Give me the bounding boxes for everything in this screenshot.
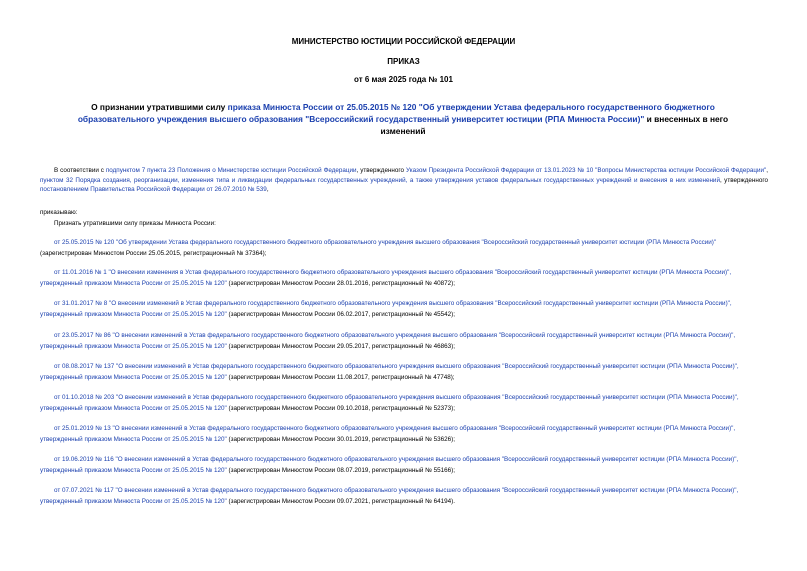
item-link[interactable]: от 25.01.2019 № 13 "О внесении изменений в Устав федерального государственного бюджетного образовательного учреждения высшего образования "Всероссийский государственный университет юстиции (РПА Минюста России)", утвержденный приказом Минюста России от 25.05.2015 № 120" [40, 425, 736, 443]
item-text: (зарегистрирован Минюстом России 09.10.2018, регистрационный № 52373); [226, 404, 456, 412]
item-text: (зарегистрирован Минюстом России 30.01.2019, регистрационный № 53626); [226, 435, 456, 443]
item-text: (зарегистрирован Минюстом России 28.01.2016, регистрационный № 40872); [226, 279, 456, 287]
doc-type-heading: ПРИКАЗ [387, 57, 420, 66]
list-item [40, 362, 768, 383]
intro-line: Признать утратившими силу приказы Минюста России: [54, 220, 216, 227]
basis-text-3: , [766, 167, 768, 174]
basis-text-1: В соответствии с [54, 167, 106, 174]
list-item [40, 455, 768, 476]
item-text: (зарегистрирован Минюстом России 11.08.2017, регистрационный № 47748); [226, 373, 455, 381]
item-text: (зарегистрирован Минюстом России 25.05.2015, регистрационный № 37364); [40, 249, 267, 257]
item-link[interactable]: от 31.01.2017 № 8 "О внесении изменений в Устав федерального государственного бюджетного образовательного учреждения высшего образования "Всероссийский государственный университет юстиции (РПА Минюста России)", утвержденный приказом Минюста России от 25.05.2015 № 120" [40, 300, 732, 318]
item-text: (зарегистрирован Минюстом России 09.07.2021, регистрационный № 64194). [226, 497, 456, 505]
doc-title [58, 101, 748, 137]
basis-link-1[interactable]: подпунктом 7 пункта 23 Положения о Министерстве юстиции Российской Федерации [105, 167, 357, 174]
basis-text-2: , утвержденного [356, 167, 406, 174]
list-item [40, 424, 768, 445]
basis-text-4: , утвержденного [719, 176, 768, 184]
ministry-heading: МИНИСТЕРСТВО ЮСТИЦИИ РОССИЙСКОЙ ФЕДЕРАЦИИ [291, 37, 516, 46]
item-text: (зарегистрирован Минюстом России 06.02.2017, регистрационный № 45542); [226, 310, 456, 318]
list-item [40, 486, 768, 507]
item-text: (зарегистрирован Минюстом России 29.05.2017, регистрационный № 46863); [226, 342, 456, 350]
item-link[interactable]: от 01.10.2018 № 203 "О внесении изменений в Устав федерального государственного бюджетного образовательного учреждения высшего образования "Всероссийский государственный университет юстиции (РПА Минюста России)", утвержденный приказом Минюста России от 25.05.2015 № 120" [40, 394, 739, 412]
basis-text-5: , [266, 186, 269, 194]
doc-date: от 6 мая 2025 года № 101 [354, 75, 453, 84]
list-item [40, 268, 768, 289]
item-link[interactable]: от 08.08.2017 № 137 "О внесении изменений в Устав федерального государственного бюджетного образовательного учреждения высшего образования "Всероссийский государственный университет юстиции (РПА Минюста России)", утвержденный приказом Минюста России от 25.05.2015 № 120" [40, 363, 739, 381]
basis-link-2[interactable]: Указом Президента Российской Федерации от 13.01.2023 № 10 "Вопросы Министерства юстиции Российской Федерации" [405, 167, 767, 174]
basis-link-4[interactable]: постановлением Правительства Российской Федерации от 26.07.2010 № 539 [40, 186, 267, 194]
title-suffix: и внесенных в него изменений [380, 114, 729, 136]
title-link[interactable]: приказа Минюста России от 25.05.2015 № 120 "Об утверждении Устава федерального государственного бюджетного образовательного учреждения высшего образования "Всероссийский государственный университет юстиции (РПА Минюста России)" [77, 102, 715, 124]
list-item [40, 393, 768, 414]
item-link[interactable]: от 11.01.2016 № 1 "О внесении изменения в Устав федерального государственного бюджетного образовательного учреждения высшего образования "Всероссийский государственный университет юстиции (РПА Минюста России)", утвержденный приказом Минюста России от 25.05.2015 № 120" [40, 269, 732, 287]
list-item [40, 331, 768, 352]
item-link[interactable]: от 19.06.2019 № 116 "О внесении изменений в Устав федерального государственного бюджетного образовательного учреждения высшего образования "Всероссийский государственный университет юстиции (РПА Минюста России)", утвержденный приказом Минюста России от 25.05.2015 № 120" [40, 456, 739, 474]
item-link[interactable]: от 07.07.2021 № 117 "О внесении изменений в Устав федерального государственного бюджетного образовательного учреждения высшего образования "Всероссийский государственный университет юстиции (РПА Минюста России)", утвержденный приказом Минюста России от 25.05.2015 № 120" [40, 487, 739, 505]
basis-link-3[interactable]: пунктом 32 Порядка создания, реорганизации, изменения типа и ликвидации федеральных государственных учреждений, а также утверждения уставов федеральных государственных учреждений и внесения в них изменений [40, 176, 720, 184]
list-item [40, 238, 768, 259]
orders-word: приказываю: [40, 209, 78, 216]
list-item [40, 299, 768, 320]
basis-paragraph [40, 166, 768, 195]
title-prefix: О признании утратившими силу [91, 102, 228, 112]
item-text: (зарегистрирован Минюстом России 08.07.2019, регистрационный № 55166); [226, 466, 456, 474]
item-link[interactable]: от 23.05.2017 № 86 "О внесении изменений в Устав федерального государственного бюджетного образовательного учреждения высшего образования "Всероссийский государственный университет юстиции (РПА Минюста России)", утвержденный приказом Минюста России от 25.05.2015 № 120" [40, 332, 736, 350]
item-link[interactable]: от 25.05.2015 № 120 "Об утверждении Устава федерального государственного бюджетного образовательного учреждения высшего образования "Всероссийский государственный университет юстиции (РПА Минюста России)" [54, 239, 717, 246]
